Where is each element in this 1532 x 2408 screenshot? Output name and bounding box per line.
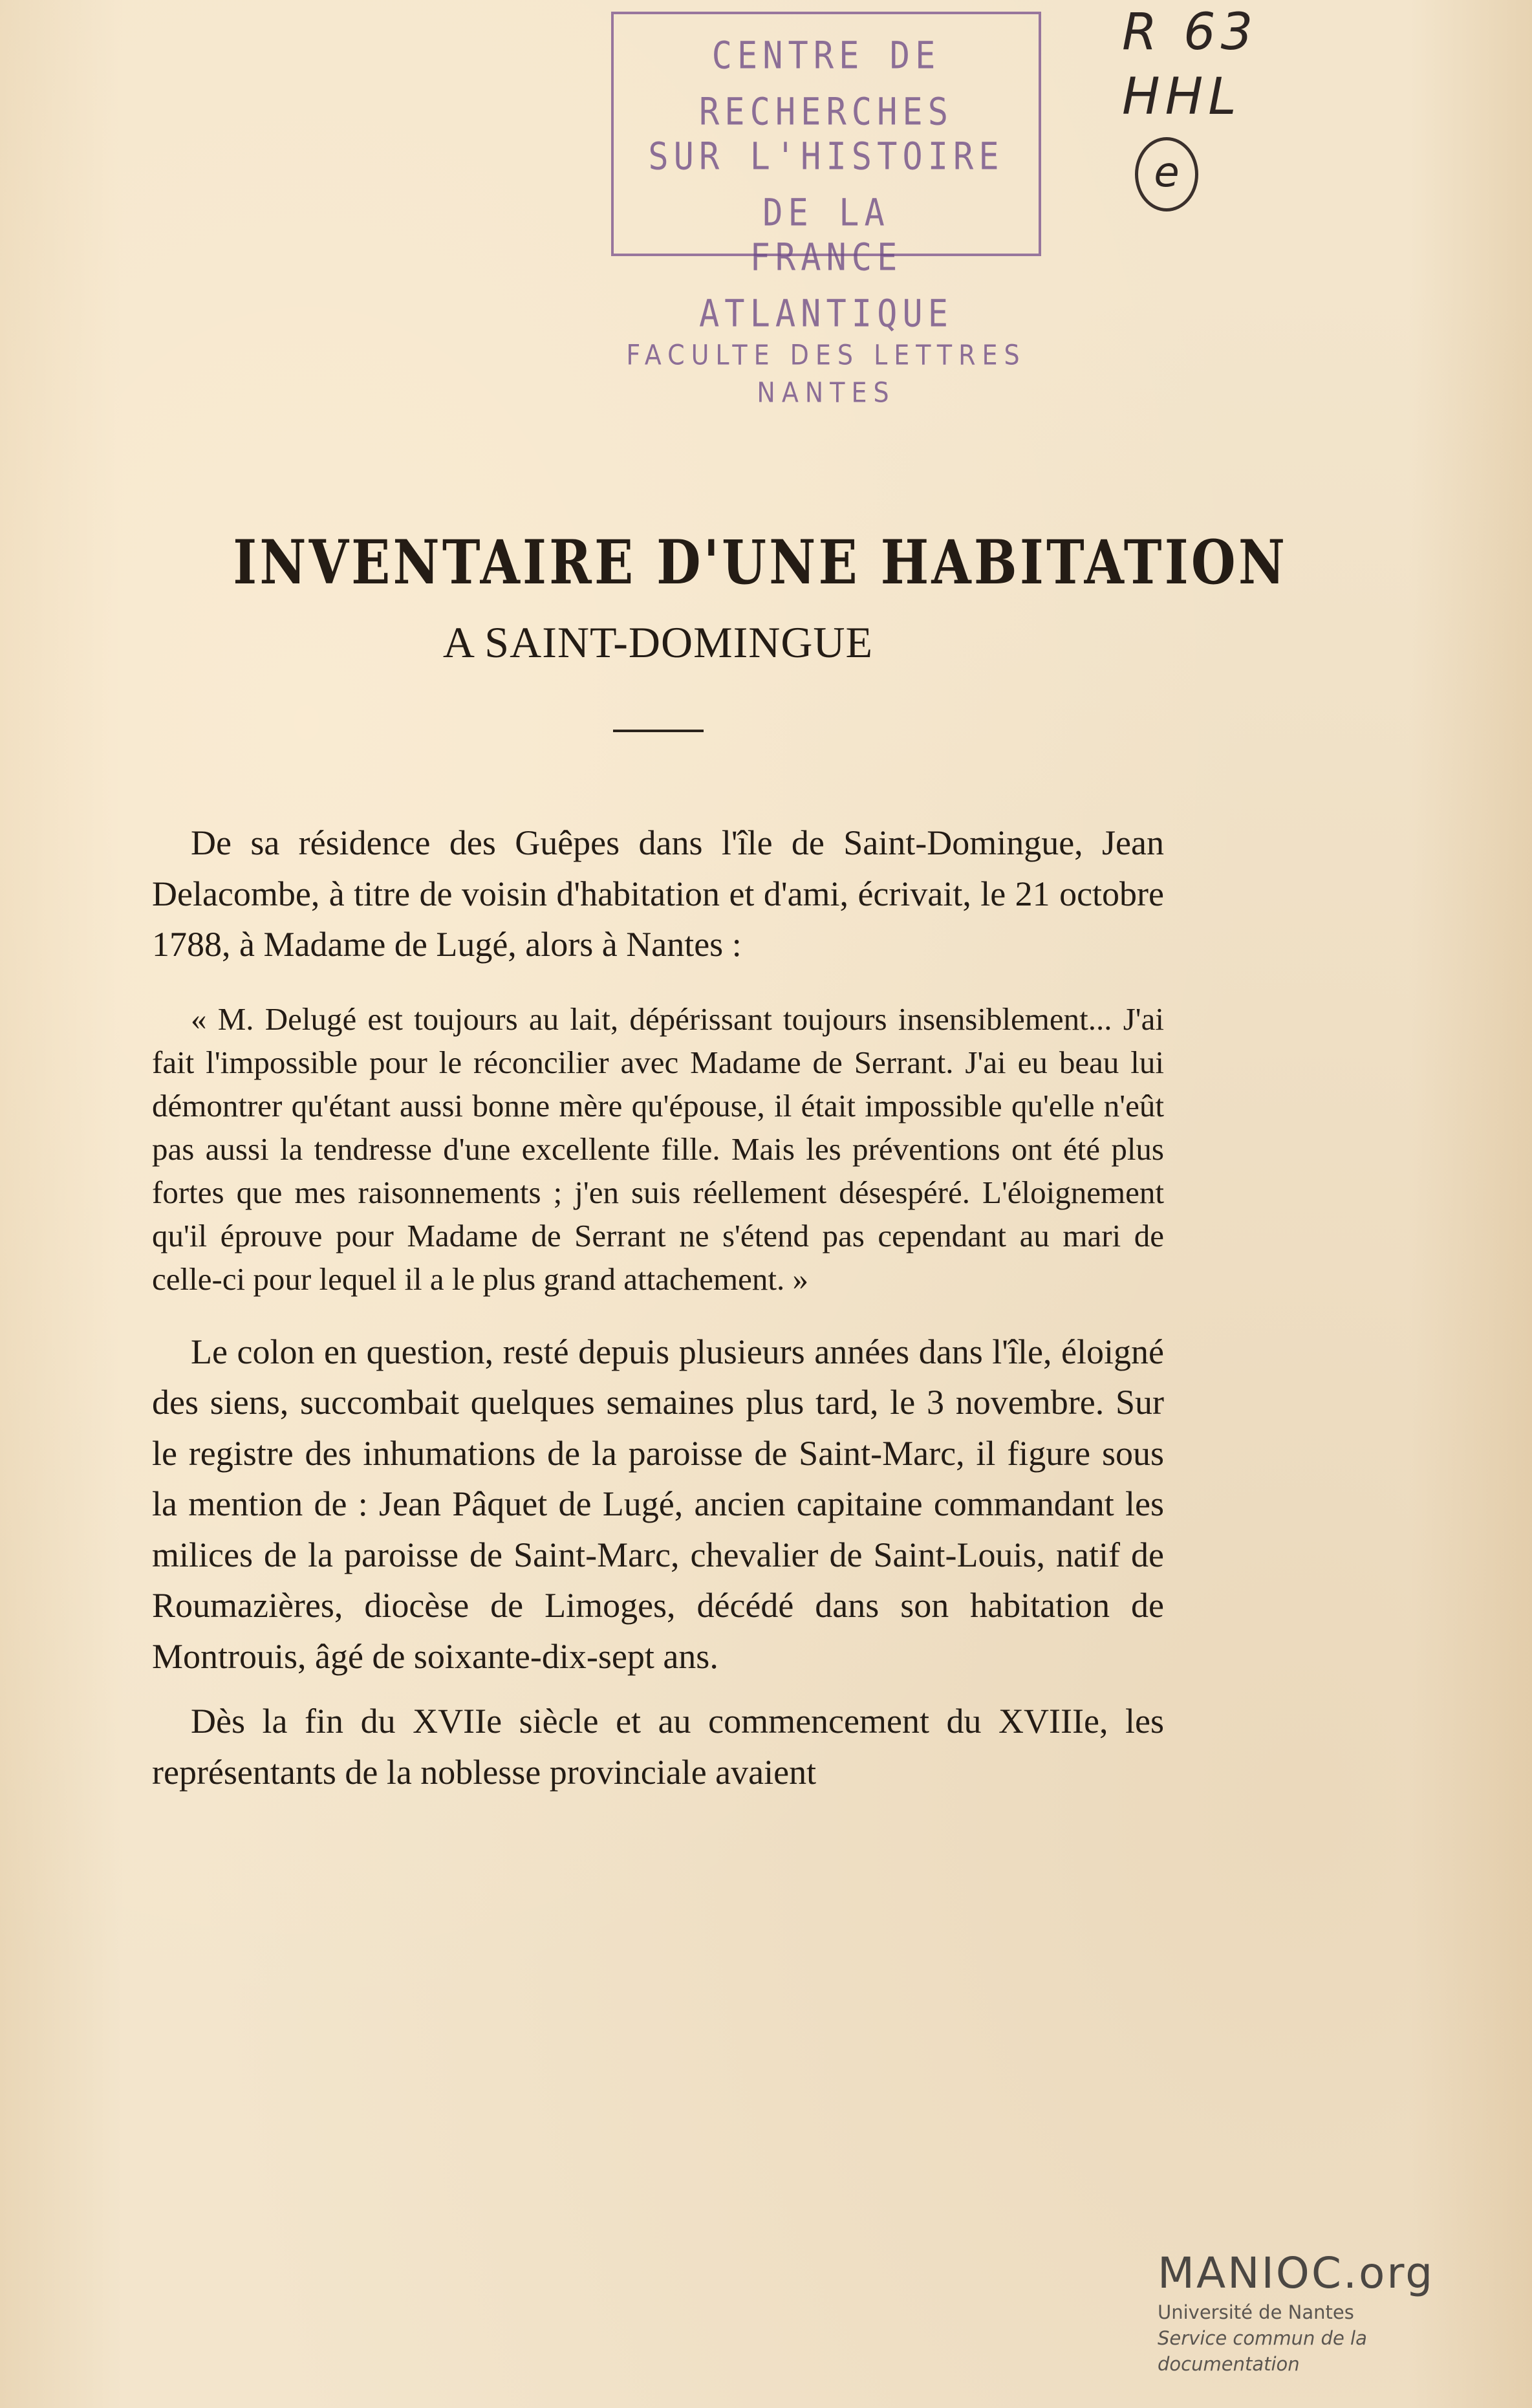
manioc-branding <box>1158 2248 1507 2377</box>
library-stamp <box>611 12 1041 409</box>
university-name: Université de Nantes <box>1158 2301 1354 2323</box>
article-subtitle: A SAINT-DOMINGUE <box>442 618 874 667</box>
article <box>152 524 1288 1797</box>
stamp-line: NANTES <box>757 376 896 409</box>
paragraph-intro: De sa résidence des Guêpes dans l'île de Saint-Domingue, Jean Delacombe, à titre de voisin d'habitation et d'ami, écrivait, le 21 octobre 1788, à Madame de Lugé, alors à Nantes : <box>152 823 1164 964</box>
stamp-line: FACULTE DES LETTRES <box>626 339 1026 371</box>
article-title: INVENTAIRE D'UNE HABITATION <box>233 527 1288 598</box>
quoted-letter: « M. Delugé est toujours au lait, dépérissant toujours insensiblement... J'ai fait l'impossible pour le réconcilier avec Madame de Serrant. J'ai eu beau lui démontrer qu'étant aussi bonne mère qu'épouse, il était impossible qu'elle n'eût pas aussi la tendresse d'une excellente fille. Mais les préventions ont été plus fortes que mes raisonnements ; j'en suis réellement désespéré. L'éloignement qu'il éprouve pour Madame de Serrant ne s'étend pas cependant au mari de celle-ci pour lequel il a le plus grand attachement. » <box>152 1001 1164 1297</box>
manioc-logo: MANIOC.org <box>1158 2248 1435 2298</box>
handwritten-shelfmark <box>1122 0 1329 212</box>
stamp-line: SUR L'HISTOIRE DE LA <box>648 135 1004 235</box>
documentation-service: Service commun de la documentation <box>1158 2327 1367 2375</box>
stamp-line: FRANCE ATLANTIQUE <box>698 235 954 336</box>
shelfmark-line-2: HHL <box>1122 68 1242 126</box>
stamp-line: CENTRE DE RECHERCHES <box>698 34 954 135</box>
title-divider <box>613 730 704 732</box>
shelfmark-circled-letter: e <box>1135 137 1198 212</box>
shelfmark-line-1: R 63 <box>1122 3 1258 61</box>
paragraph-noblesse: Dès la fin du XVIIe siècle et au commencement du XVIIIe, les représentants de la noblesse provinciale avaient <box>152 1702 1164 1792</box>
paragraph-colon: Le colon en question, resté depuis plusieurs années dans l'île, éloigné des siens, succombait quelques semaines plus tard, le 3 novembre. Sur le registre des inhumations de la paroisse de Saint-Marc, il figure sous la mention de : Jean Pâquet de Lugé, ancien capitaine commandant les milices de la paroisse de Saint-Marc, chevalier de Saint-Louis, natif de Roumazières, diocèse de Limoges, décédé dans son habitation de Montrouis, âgé de soixante-dix-sept ans. <box>152 1332 1164 1676</box>
